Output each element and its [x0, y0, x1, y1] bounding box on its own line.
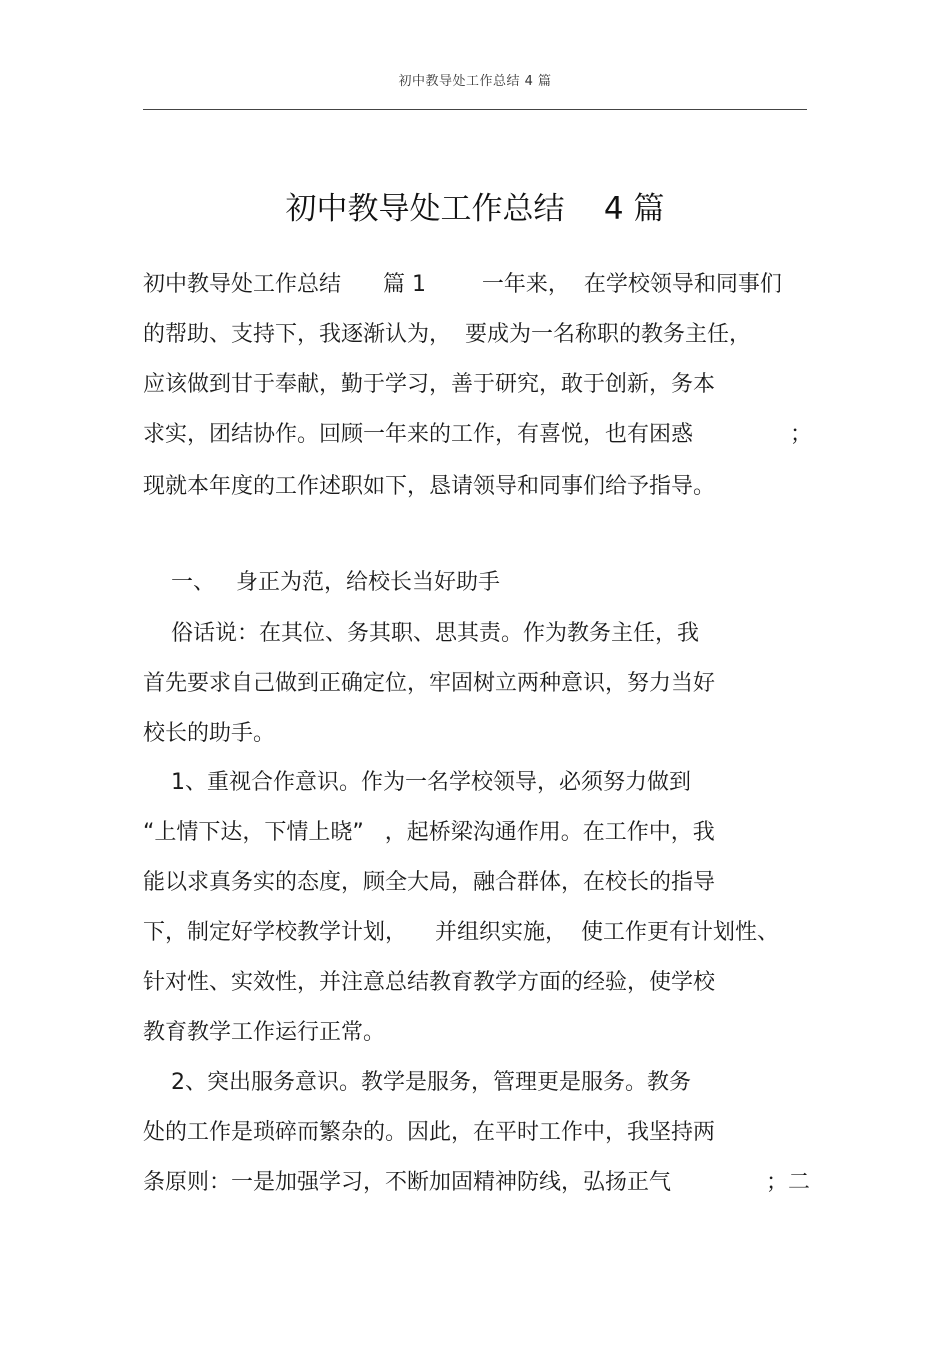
- paragraph-line: “上情下达，下情上晓” ，起桥梁沟通作用。在工作中，我: [143, 820, 715, 845]
- paragraph-line: 求实，团结协作。回顾一年来的工作，有喜悦，也有困惑: [143, 422, 694, 447]
- paragraph-line: 首先要求自己做到正确定位，牢固树立两种意识，努力当好: [143, 671, 716, 696]
- paragraph-line: 初中教导处工作总结 篇 1 一年来， 在学校领导和同事们: [143, 272, 782, 297]
- paragraph-line: 教育教学工作运行正常。: [143, 1020, 386, 1045]
- paragraph-line: 现就本年度的工作述职如下，恳请领导和同事们给予指导。: [143, 474, 716, 499]
- line-ending-punctuation: ；: [790, 422, 813, 447]
- paragraph-line: 1、重视合作意识。作为一名学校领导，必须努力做到: [143, 770, 691, 795]
- line-ending-punctuation: ；二: [766, 1170, 811, 1195]
- paragraph-line: 应该做到甘于奉献，勤于学习，善于研究，敢于创新，务本: [143, 372, 716, 397]
- paragraph-line: 下，制定好学校教学计划， 并组织实施， 使工作更有计划性、: [143, 920, 779, 945]
- paragraph-line: 2、突出服务意识。教学是服务，管理更是服务。教务: [143, 1070, 691, 1095]
- section-heading: 一、 身正为范，给校长当好助手: [143, 570, 500, 595]
- paragraph-line: 针对性、实效性，并注意总结教育教学方面的经验，使学校: [143, 970, 716, 995]
- running-header: 初中教导处工作总结 4 篇: [398, 74, 552, 89]
- paragraph-line: 的帮助、支持下，我逐渐认为， 要成为一名称职的教务主任，: [143, 322, 751, 347]
- header-divider: [143, 109, 807, 110]
- paragraph-line: 校长的助手。: [143, 721, 276, 746]
- document-title: 初中教导处工作总结 4 篇: [285, 191, 665, 227]
- paragraph-line: 能以求真务实的态度，顾全大局，融合群体，在校长的指导: [143, 870, 716, 895]
- paragraph-line: 处的工作是琐碎而繁杂的。因此，在平时工作中，我坚持两: [143, 1120, 716, 1145]
- paragraph-line: 条原则：一是加强学习，不断加固精神防线，弘扬正气: [143, 1170, 672, 1195]
- paragraph-line: 俗话说：在其位、务其职、思其责。作为教务主任，我: [143, 621, 699, 646]
